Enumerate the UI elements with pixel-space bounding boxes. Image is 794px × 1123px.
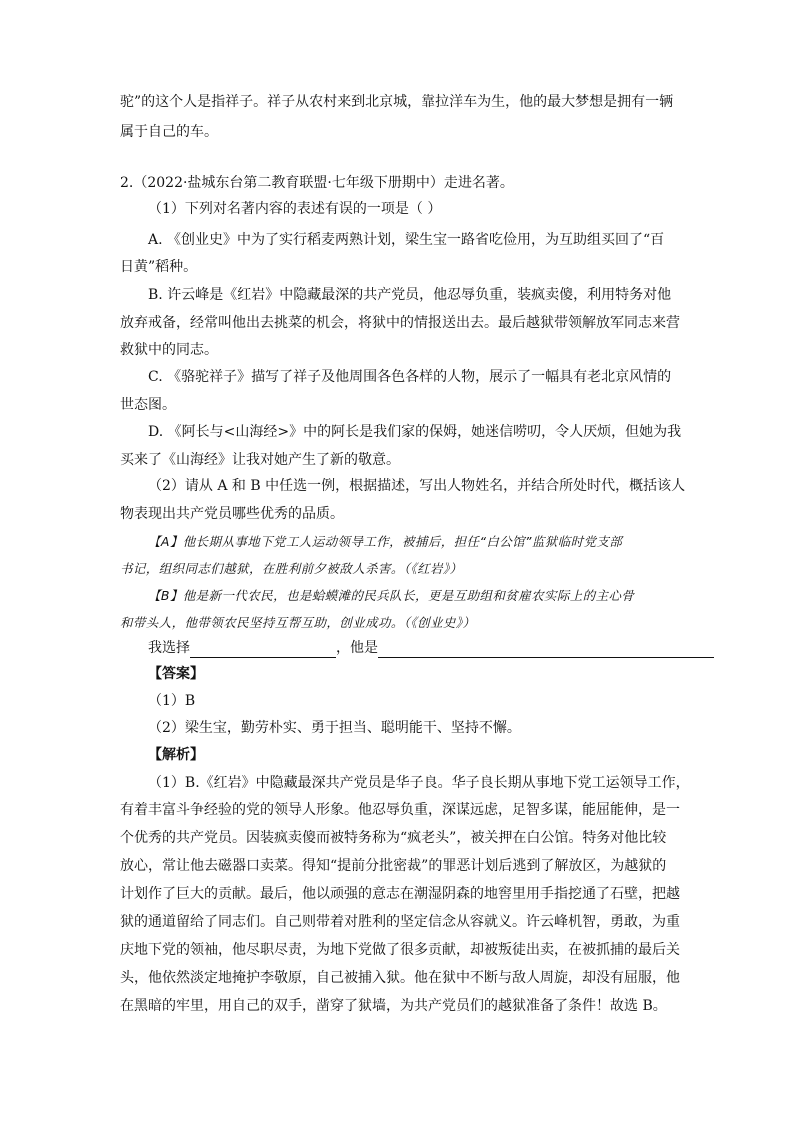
part2-prompt-line-2: 物表现出共产党员哪些优秀的品质。 [120, 506, 344, 522]
analysis-line-4: 放心，常让他去磁器口卖菜。得知“提前分批密裁”的罪恶计划后逃到了解放区，为越狱的 [120, 858, 667, 874]
part1-prompt: （1）下列对名著内容的表述有误的一项是（ ） [148, 201, 442, 217]
analysis-line-9: 在黑暗的牢里，用自己的双手，凿穿了狱墙，为共产党员们的越狱准备了条件！故选 B。 [120, 998, 667, 1014]
answer-2: （2）梁生宝，勤劳朴实、勇于担当、聪明能干、坚持不懈。 [148, 720, 521, 736]
option-b-line-3: 救狱中的同志。 [120, 342, 218, 358]
analysis-line-3: 个优秀的共产党员。因装疯卖傻而被特务称为“疯老头”，被关押在白公馆。特务对他比较 [120, 830, 667, 846]
analysis-line-1: （1）B.《红岩》中隐藏最深共产党员是华子良。华子良长期从事地下党工运领导工作， [148, 775, 690, 791]
intro-line-1: 驼”的这个人是指祥子。祥子从农村来到北京城，靠拉洋车为生，他的最大梦想是拥有一辆 [120, 94, 674, 110]
analysis-label: 【解析】 [148, 747, 204, 763]
option-d-line-1: D. 《阿长与<山海经>》中的阿长是我们家的保姆，她迷信唠叨，令人厌烦，但她为我 [148, 424, 682, 440]
part2-prompt-line-1: （2）请从 A 和 B 中任选一例，根据描述，写出人物姓名，并结合所处时代，概括该人 [148, 478, 686, 494]
answer-label: 【答案】 [148, 666, 204, 682]
quote-a-line-1: 【A】他长期从事地下党工人运动领导工作，被捕后，担任“白公馆”监狱临时党支部 [148, 534, 623, 549]
fill-prefix: 我选择 [148, 640, 190, 656]
character-name-blank[interactable] [190, 641, 336, 658]
answer-1: （1）B [148, 693, 196, 709]
option-c-line-2: 世态图。 [120, 397, 176, 413]
fill-mid: ，他是 [336, 640, 378, 656]
qualities-blank[interactable] [378, 641, 714, 658]
quote-b-line-1: 【B】他是新一代农民，也是蛤蟆滩的民兵队长，更是互助组和贫雇农实际上的主心骨 [148, 588, 635, 603]
option-d-line-2: 买来了《山海经》让我对她产生了新的敬意。 [120, 452, 400, 468]
intro-line-2: 属于自己的车。 [120, 124, 218, 140]
analysis-line-6: 狱的通道留给了同志们。自己则带着对胜利的坚定信念从容就义。许云峰机智，勇敢，为重 [120, 914, 680, 930]
option-a-line-2: 日黄”稻种。 [120, 259, 198, 275]
option-a-line-1: A. 《创业史》中为了实行稻麦两熟计划，梁生宝一路省吃俭用，为互助组买回了“百 [148, 232, 665, 248]
analysis-line-7: 庆地下党的领袖，他尽职尽责，为地下党做了很多贡献，却被叛徒出卖，在被抓捕的最后关 [120, 942, 680, 958]
analysis-line-2: 有着丰富斗争经验的党的领导人形象。他忍辱负重，深谋远虑，足智多谋，能屈能伸，是一 [120, 802, 680, 818]
analysis-line-8: 头，他依然淡定地掩护李敬原，自己被捕入狱。他在狱中不断与敌人周旋，却没有屈服，他 [120, 970, 680, 986]
question-heading: 2.（2022·盐城东台第二教育联盟·七年级下册期中）走进名著。 [120, 175, 514, 191]
option-b-line-2: 放弃戒备，经常叫他出去挑菜的机会，将狱中的情报送出去。最后越狱带领解放军同志来营 [120, 315, 680, 331]
option-b-line-1: B. 许云峰是《红岩》中隐藏最深的共产党员，他忍辱负重，装疯卖傻，利用特务对他 [148, 287, 672, 303]
quote-b-line-2: 和带头人，他带领农民坚持互帮互助，创业成功。（《创业史》） [120, 615, 476, 630]
fill-in-line [148, 638, 714, 658]
analysis-line-5: 计划作了巨大的贡献。最后，他以顽强的意志在潮湿阴森的地窖里用手指挖通了石壁，把越 [120, 886, 680, 902]
quote-a-line-2: 书记，组织同志们越狱，在胜利前夕被敌人杀害。（《红岩》） [120, 561, 463, 576]
option-c-line-1: C. 《骆驼祥子》描写了祥子及他周围各色各样的人物，展示了一幅具有老北京风情的 [148, 369, 672, 385]
